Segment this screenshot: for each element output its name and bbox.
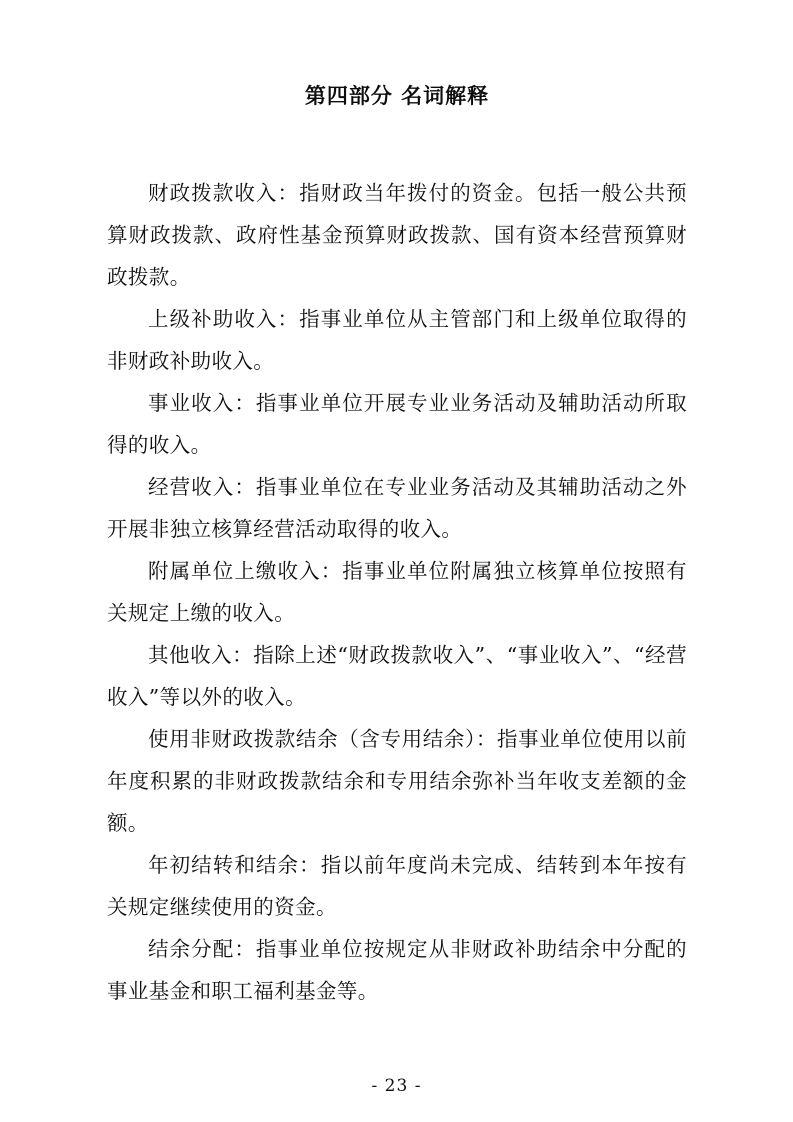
- paragraph: 经营收入：指事业单位在专业业务活动及其辅助活动之外开展非独立核算经营活动取得的收入。: [107, 475, 687, 541]
- paragraph: 年初结转和结余：指以前年度尚未完成、结转到本年按有关规定继续使用的资金。: [107, 853, 687, 919]
- page-number: - 23 -: [371, 1076, 422, 1096]
- page-title: 第四部分 名词解释: [304, 83, 490, 108]
- paragraph: 使用非财政拨款结余（含专用结余）：指事业单位使用以前年度积累的非财政拨款结余和专用结余弥补当年收支差额的金额。: [107, 727, 687, 835]
- page-content: [107, 0, 687, 1122]
- paragraph: 事业收入：指事业单位开展专业业务活动及辅助活动所取得的收入。: [107, 391, 687, 457]
- paragraph: 附属单位上缴收入：指事业单位附属独立核算单位按照有关规定上缴的收入。: [107, 559, 687, 625]
- paragraph: 财政拨款收入：指财政当年拨付的资金。包括一般公共预算财政拨款、政府性基金预算财政拨款、国有资本经营预算财政拨款。: [107, 181, 687, 289]
- paragraph: 其他收入：指除上述“财政拨款收入”、“事业收入”、“经营收入”等以外的收入。: [107, 643, 687, 709]
- body-text: [107, 172, 687, 1012]
- paragraph: 上级补助收入：指事业单位从主管部门和上级单位取得的非财政补助收入。: [107, 307, 687, 373]
- paragraph: 结余分配：指事业单位按规定从非财政补助结余中分配的事业基金和职工福利基金等。: [107, 937, 687, 1003]
